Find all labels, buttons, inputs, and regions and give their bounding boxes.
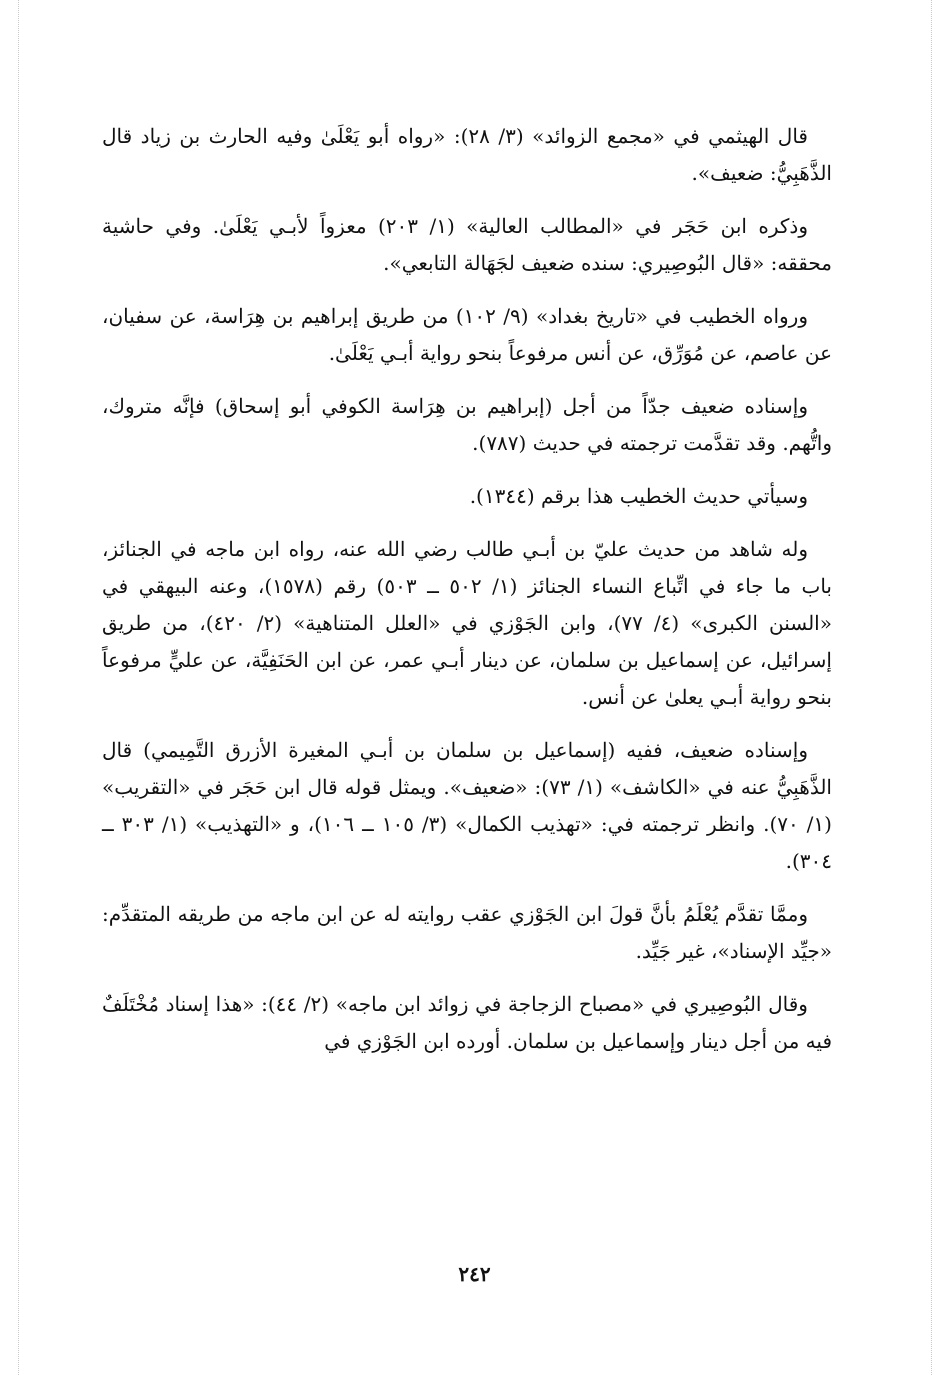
paragraph-9: وقال البُوصِيري في «مصباح الزجاجة في زوائد ابن ماجه» (٢/ ٤٤): «هذا إسناد مُخْتَلَفٌ فيه من أجل دينار وإسماعيل بن سلمان. أورده ابن الجَوْزي في [102, 992, 832, 1053]
paragraph-5: وسيأتي حديث الخطيب هذا برقم (١٣٤٤). [469, 484, 808, 508]
page-body [102, 118, 832, 1076]
paragraph-3: ورواه الخطيب في «تاريخ بغداد» (٩/ ١٠٢) من طريق إبراهيم بن هِرَاسة، عن سفيان، عن عاصم، عن مُوَرِّق، عن أنس مرفوعاً بنحو رواية أبـي يَعْلَىٰ. [102, 304, 832, 365]
paragraph-6: وله شاهد من حديث عليّ بن أبـي طالب رضي الله عنه، رواه ابن ماجه في الجنائز، باب ما جاء في اتِّباع النساء الجنائز (١/ ٥٠٢ ــ ٥٠٣) رقم (١٥٧٨)، وعنه البيهقي في «السنن الكبرى» (٤/ ٧٧)، وابن الجَوْزي في «العلل المتناهية» (٢/ ٤٢٠)، من طريق إسرائيل، عن إسماعيل بن سلمان، عن دينار أبـي عمر، عن ابن الحَنَفِيَّة، عن عليٍّ مرفوعاً بنحو رواية أبـي يعلىٰ عن أنس. [102, 537, 832, 709]
paragraph-8: وممَّا تقدَّم يُعْلَمُ بأنَّ قولَ ابن الجَوْزي عقب روايته له عن ابن ماجه من طريقه المتقدِّم: «جيِّد الإسناد»، غير جَيِّد. [102, 902, 832, 963]
left-scan-margin [18, 0, 19, 1375]
paragraph-2: وذكره ابن حَجَر في «المطالب العالية» (١/ ٢٠٣) معزواً لأبـي يَعْلَىٰ. وفي حاشية محققه: «قال البُوصِيري: سنده ضعيف لجَهَالة التابعي». [102, 214, 832, 275]
page-number: ٢٤٢ [458, 1262, 491, 1286]
paragraph-7: وإسناده ضعيف، ففيه (إسماعيل بن سلمان بن أبـي المغيرة الأزرق التَّمِيمي) قال الذَّهَبِيُّ عنه في «الكاشف» (١/ ٧٣): «ضعيف». ويمثل قوله قال ابن حَجَر في «التقريب» (١/ ٧٠). وانظر ترجمته في: «تهذيب الكمال» (٣/ ١٠٥ ــ ١٠٦)، و «التهذيب» (١/ ٣٠٣ ــ ٣٠٤). [102, 738, 832, 873]
paragraph-1: قال الهيثمي في «مجمع الزوائد» (٣/ ٢٨): «رواه أبو يَعْلَىٰ وفيه الحارث بن زياد قال الذَّهَبِيُّ: ضعيف». [102, 124, 832, 185]
right-scan-margin [931, 0, 932, 1375]
paragraph-4: وإسناده ضعيف جدّاً من أجل (إبراهيم بن هِرَاسة الكوفي أبو إسحاق) فإنَّه متروك، واتُّهم. وقد تقدَّمت ترجمته في حديث (٧٨٧). [102, 394, 832, 455]
